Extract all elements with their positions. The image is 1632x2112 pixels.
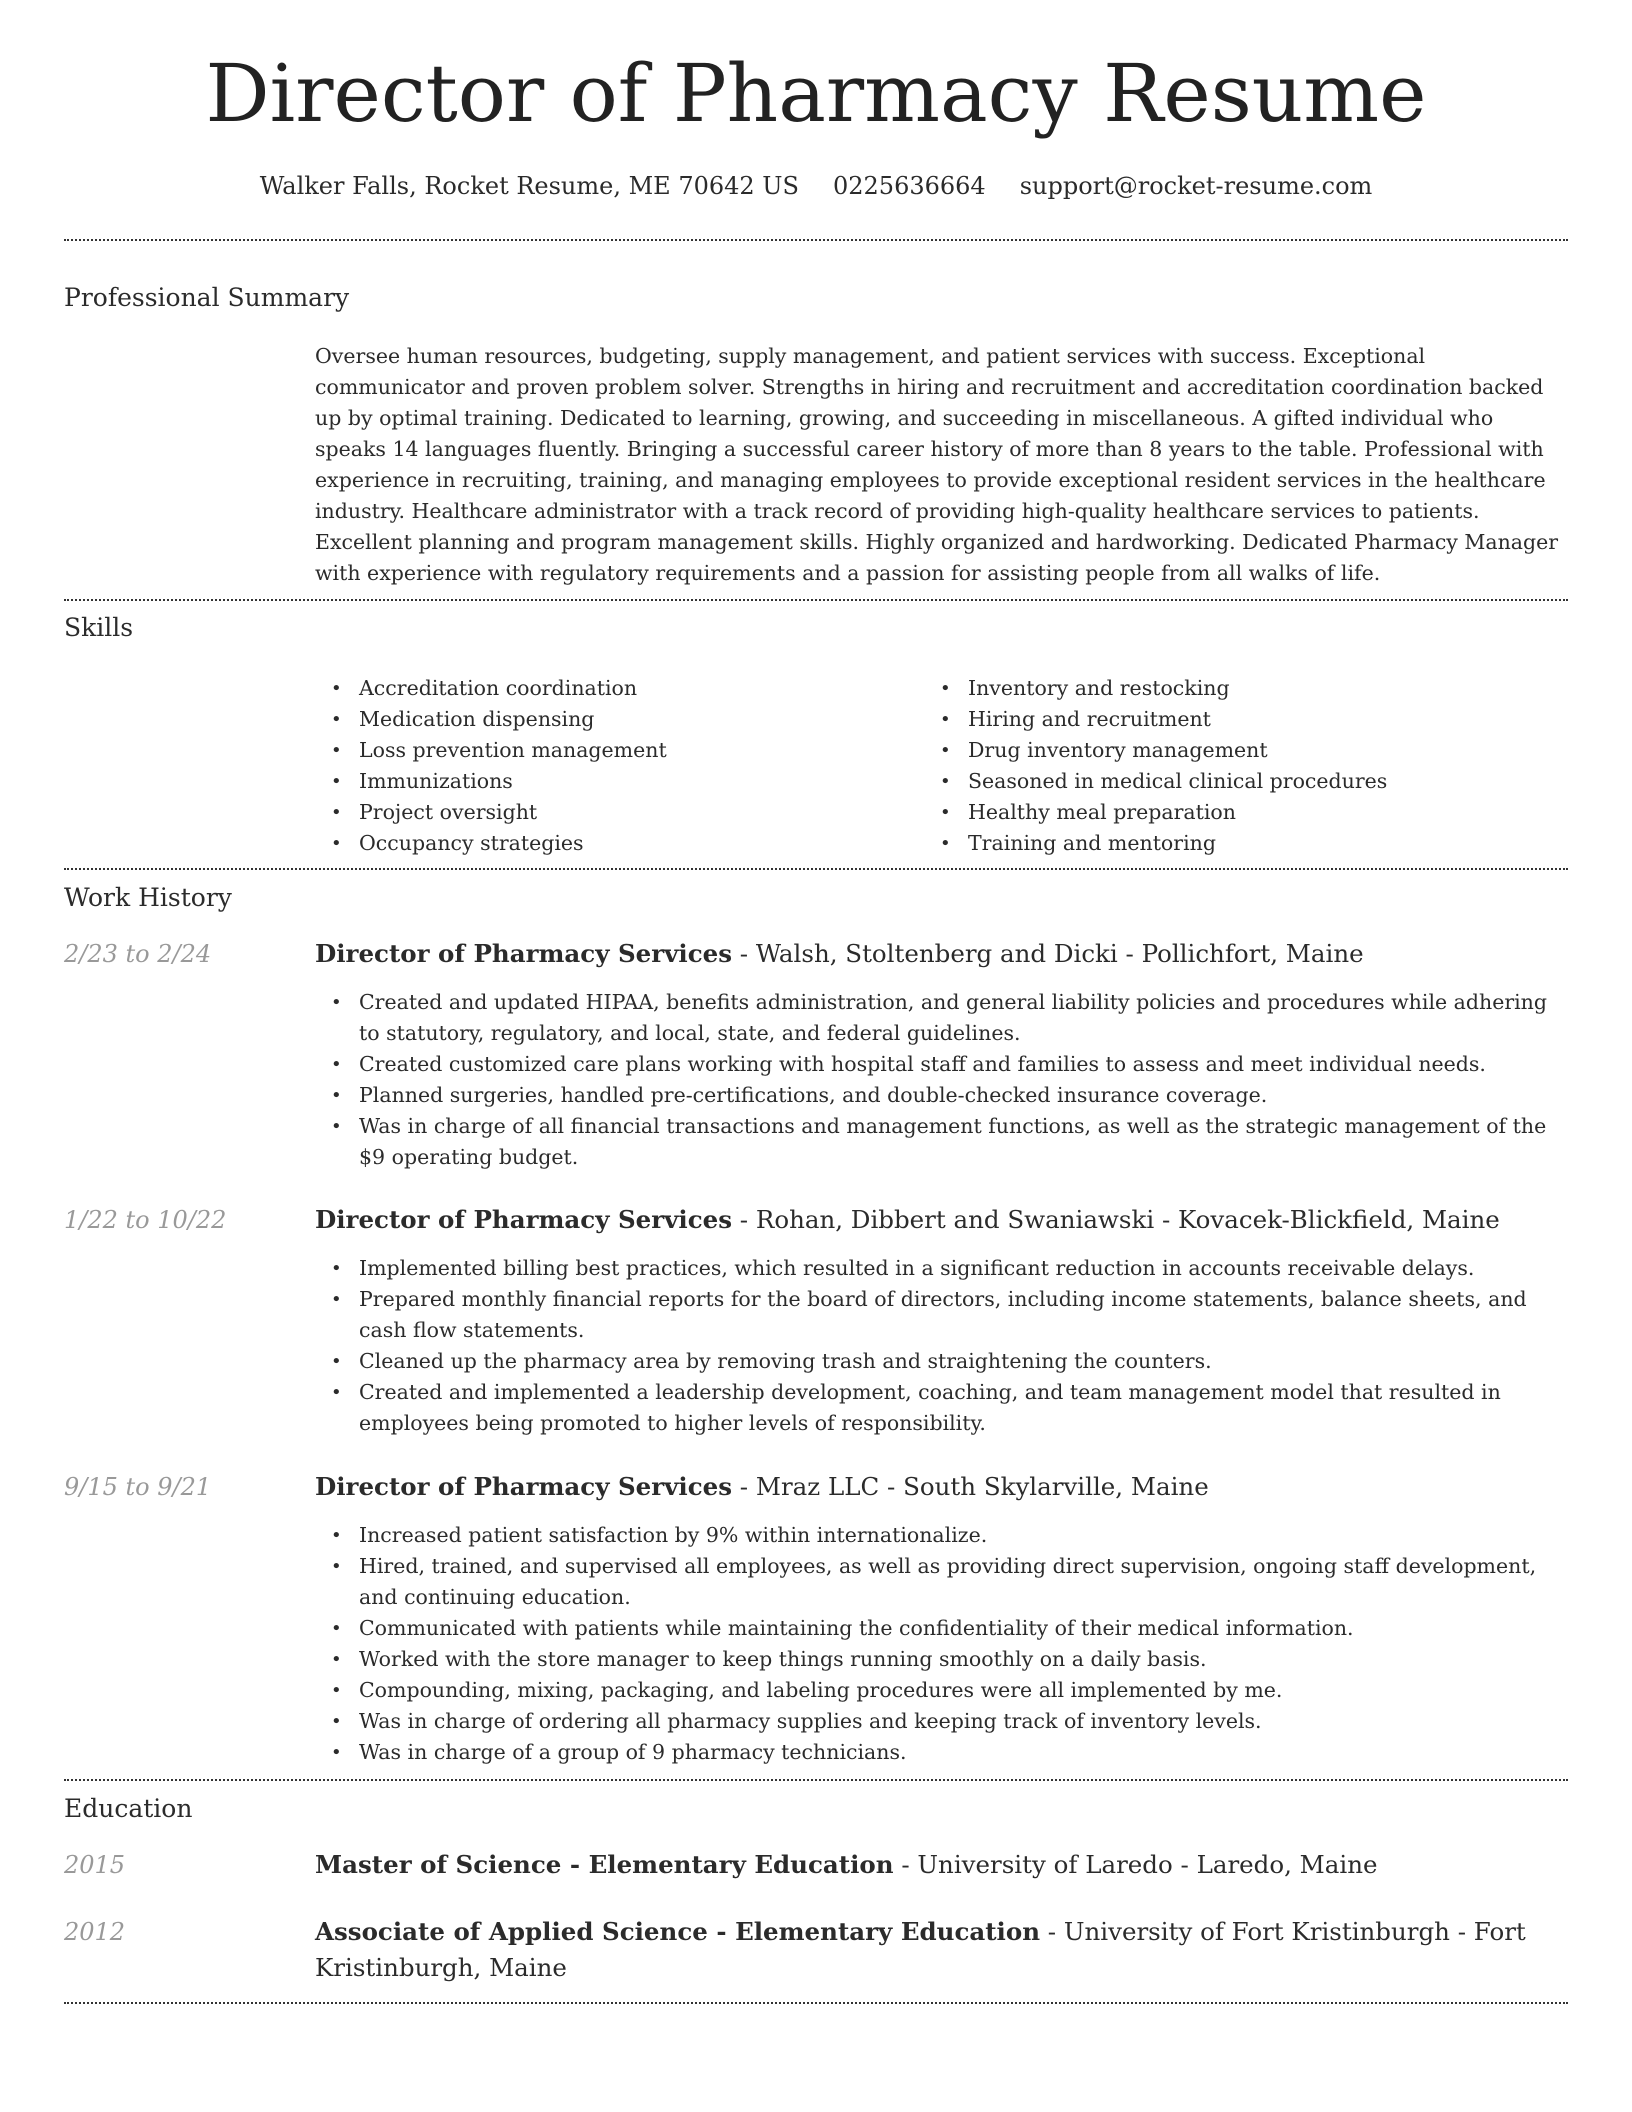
section-divider (64, 239, 1568, 241)
job-bullet: • Prepared monthly financial reports for the board of directors, including income statements, balance sheets, and cash flow statements. (315, 1284, 1560, 1346)
contact-email: support@rocket-resume.com (1019, 172, 1373, 200)
job-bullet: • Created and implemented a leadership development, coaching, and team management model that resulted in employees being promoted to higher levels of responsibility. (315, 1377, 1560, 1439)
job-bullet: • Hired, trained, and supervised all employees, as well as providing direct supervision, ongoing staff development, and continuing education. (315, 1551, 1560, 1613)
job-bullet: • Compounding, mixing, packaging, and labeling procedures were all implemented by me. (315, 1675, 1560, 1706)
job-bullet: • Was in charge of all financial transactions and management functions, as well as the strategic management of the $9 operating budget. (315, 1111, 1560, 1173)
skill-item: • Immunizations (315, 766, 875, 797)
skill-item: • Seasoned in medical clinical procedures (924, 766, 1484, 797)
job-employer-location: - Rohan, Dibbert and Swaniawski - Kovacek-Blickfield, Maine (732, 1205, 1500, 1234)
job-dates: 2/23 to 2/24 (64, 940, 212, 968)
skills-list-left (315, 673, 875, 859)
job-employer-location: - Mraz LLC - South Skylarville, Maine (732, 1472, 1209, 1501)
skill-item: • Project oversight (315, 797, 875, 828)
job-bullets (315, 1253, 1560, 1439)
skill-item: • Healthy meal preparation (924, 797, 1484, 828)
skill-item: • Medication dispensing (315, 704, 875, 735)
education-year: 2015 (64, 1851, 126, 1879)
education-degree: Associate of Applied Science - Elementary Education (315, 1917, 1041, 1946)
job-bullet: • Was in charge of a group of 9 pharmacy technicians. (315, 1737, 1560, 1768)
skill-item: • Hiring and recruitment (924, 704, 1484, 735)
job-title-line (315, 1469, 1560, 1505)
section-divider (64, 868, 1568, 870)
skill-item: • Accreditation coordination (315, 673, 875, 704)
job-bullet: • Increased patient satisfaction by 9% within internationalize. (315, 1520, 1560, 1551)
education-school-location: - University of Fort Kristinburgh - Fort Kristinburgh, Maine (315, 1917, 1526, 1982)
job-bullets (315, 1520, 1560, 1768)
summary-text: Oversee human resources, budgeting, supply management, and patient services with success. Exceptional communicator and proven problem solver. Strengths in hiring and recruitment and accreditation coordination backed up by optimal training. Dedicated to learning, growing, and succeeding in miscellaneous. A gifted individual who speaks 14 languages fluently. Bringing a successful career history of more than 8 years to the table. Professional with experience in recruiting, training, and managing employees to provide exceptional resident services in the healthcare industry. Healthcare administrator with a track record of providing high-quality healthcare services to patients. Excellent planning and program management skills. Highly organized and hardworking. Dedicated Pharmacy Manager with experience with regulatory requirements and a passion for assisting people from all walks of life. (315, 344, 1559, 585)
job-employer-location: - Walsh, Stoltenberg and Dicki - Pollichfort, Maine (732, 939, 1364, 968)
job-bullet: • Was in charge of ordering all pharmacy supplies and keeping track of inventory levels. (315, 1706, 1560, 1737)
job-title-line (315, 936, 1560, 972)
job-bullets (315, 987, 1560, 1173)
section-divider (64, 2002, 1568, 2004)
education-degree: Master of Science - Elementary Education (315, 1850, 894, 1879)
job-bullet: • Communicated with patients while maintaining the confidentiality of their medical information. (315, 1613, 1560, 1644)
job-bullet: • Created customized care plans working with hospital staff and families to assess and meet individual needs. (315, 1049, 1560, 1080)
education-heading: Education (64, 1794, 193, 1823)
job-bullet: • Planned surgeries, handled pre-certifications, and double-checked insurance coverage. (315, 1080, 1560, 1111)
skill-item: • Loss prevention management (315, 735, 875, 766)
section-divider (64, 1779, 1568, 1781)
skill-item: • Occupancy strategies (315, 828, 875, 859)
job-bullet: • Implemented billing best practices, which resulted in a significant reduction in accounts receivable delays. (315, 1253, 1560, 1284)
skills-list-right (924, 673, 1484, 859)
work-history-heading: Work History (64, 883, 232, 912)
job-dates: 9/15 to 9/21 (64, 1473, 212, 1501)
job-bullet: • Created and updated HIPAA, benefits administration, and general liability policies and procedures while adhering to statutory, regulatory, and local, state, and federal guidelines. (315, 987, 1560, 1049)
summary-heading: Professional Summary (64, 283, 350, 312)
job-title: Director of Pharmacy Services (315, 1472, 733, 1501)
job-title: Director of Pharmacy Services (315, 939, 733, 968)
job-bullet: • Worked with the store manager to keep things running smoothly on a daily basis. (315, 1644, 1560, 1675)
education-entry (315, 1914, 1560, 1986)
resume-title: Director of Pharmacy Resume (205, 47, 1427, 140)
contact-address: Walker Falls, Rocket Resume, ME 70642 US (259, 172, 799, 200)
contact-line (0, 172, 1632, 200)
skills-heading: Skills (64, 613, 134, 642)
skill-item: • Inventory and restocking (924, 673, 1484, 704)
education-entry (315, 1847, 1560, 1883)
contact-phone: 0225636664 (832, 172, 986, 200)
education-school-location: - University of Laredo - Laredo, Maine (893, 1850, 1378, 1879)
job-dates: 1/22 to 10/22 (64, 1206, 227, 1234)
job-title: Director of Pharmacy Services (315, 1205, 733, 1234)
education-year: 2012 (64, 1918, 126, 1946)
section-divider (64, 599, 1568, 601)
job-title-line (315, 1202, 1560, 1238)
skill-item: • Training and mentoring (924, 828, 1484, 859)
job-bullet: • Cleaned up the pharmacy area by removing trash and straightening the counters. (315, 1346, 1560, 1377)
skill-item: • Drug inventory management (924, 735, 1484, 766)
